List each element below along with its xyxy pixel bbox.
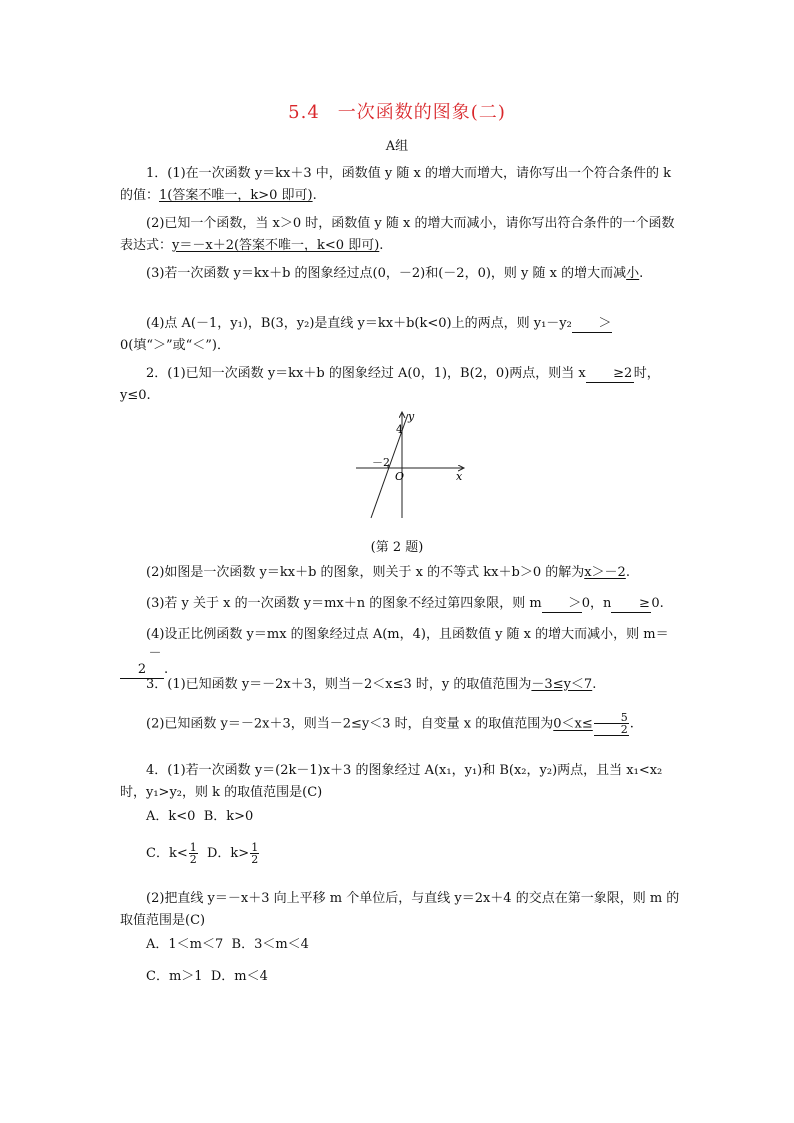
q1-part2-answer: y＝－x＋2(答案不唯一，k<0 即可)	[172, 238, 380, 253]
q3-part2-end: .	[629, 716, 634, 732]
q2-part3-answer-n: ≥	[611, 596, 651, 613]
q4-part1-options-cd	[146, 842, 706, 865]
q1-part4-end: 0(填“＞”或“＜”)．	[120, 338, 230, 353]
q1-part4-answer: ＞	[572, 316, 612, 333]
q1-part3-answer: 小	[626, 266, 640, 281]
q1-part1	[120, 163, 680, 207]
q3-part1	[120, 674, 680, 696]
q1-part3-end: .	[639, 266, 644, 281]
fraction-numerator: 1	[251, 841, 259, 854]
section-number: 5.4	[288, 102, 320, 123]
page-title	[0, 98, 794, 124]
q1-part2	[120, 213, 680, 257]
q2-part2-text: (2)如图是一次函数 y＝kx＋b 的图象，则关于 x 的不等式 kx＋b＞0 的解为	[146, 565, 585, 580]
q2-part1-answer: ≥2	[586, 366, 634, 383]
option-c-fraction	[189, 842, 198, 865]
q2-part1	[120, 363, 680, 407]
q1-part3	[120, 263, 680, 285]
section-title: 一次函数的图象(二)	[337, 102, 506, 123]
q2-part4-end: .	[164, 662, 169, 677]
group-label: A组	[385, 139, 409, 154]
q1-part1-end: .	[312, 188, 317, 203]
q3-part1-end: .	[592, 677, 597, 692]
q1-part4	[120, 313, 680, 357]
q2-part2	[120, 562, 680, 584]
q3-part2-fraction	[594, 712, 629, 736]
q2-part3-mid: 0，n	[581, 596, 612, 611]
figure-caption: (第 2 题)	[370, 540, 424, 555]
q2-part4-text: (4)设正比例函数 y＝mx 的图象经过点 A(m，4)，且函数值 y 随 x 的增大而减小，则 m＝	[146, 627, 669, 642]
q3-part2-answer: 0＜x≤	[553, 716, 593, 732]
q3-part2-text: (2)已知函数 y＝－2x＋3，则当－2≤y＜3 时，自变量 x 的取值范围为	[146, 716, 554, 732]
q2-part2-answer: x＞－2	[584, 565, 626, 580]
origin-label: O	[395, 470, 405, 483]
q1-part2-text: (2)已知一个函数，当 x＞0 时，函数值 y 随 x 的增大而减小，请你写出符合条件的一个函数表达式：	[120, 216, 675, 253]
fraction-denominator: 2	[251, 853, 259, 866]
x-tick-label: －2	[372, 456, 390, 469]
y-axis-label: y	[408, 410, 415, 423]
q2-part3	[120, 593, 680, 615]
q2-part3-end: 0.	[651, 596, 664, 611]
fraction-denominator: 2	[189, 853, 197, 866]
fraction-denominator: 2	[620, 723, 628, 736]
q2-part4	[120, 624, 680, 681]
q2-part2-end: .	[625, 565, 630, 580]
q3-part1-text: 3．(1)已知函数 y＝－2x＋3，则当－2＜x≤3 时，y 的取值范围为	[146, 677, 532, 692]
q2-part3-text: (3)若 y 关于 x 的一次函数 y＝mx＋n 的图象不经过第四象限，则 m	[146, 596, 542, 611]
option-a: A．k<0	[146, 809, 196, 824]
option-c: C．m＞1	[146, 969, 203, 984]
q2-part3-answer-m: ＞	[542, 596, 582, 613]
q3-part2	[120, 712, 680, 736]
y-tick-label: 4	[396, 423, 403, 436]
q2-part1-text: 2．(1)已知一次函数 y＝kx＋b 的图象经过 A(0，1)，B(2，0)两点，则当 x	[146, 366, 586, 381]
q4-part2-options-ab	[146, 934, 706, 956]
fraction-numerator: 5	[594, 712, 629, 724]
option-d: D．m＜4	[210, 969, 268, 984]
x-axis-label: x	[456, 470, 463, 483]
q3-part1-answer: －3≤y＜7	[531, 677, 593, 692]
q1-part4-text: (4)点 A(－1，y₁)，B(3，y₂)是直线 y＝kx＋b(k<0)上的两点，则 y₁－y₂	[146, 316, 572, 331]
q2-part4-answer: －2	[120, 646, 164, 679]
option-c: C．k<	[146, 846, 188, 861]
option-a: A．1＜m＜7	[146, 937, 224, 952]
option-b: B．3＜m＜4	[231, 937, 309, 952]
q4-part1: 4．(1)若一次函数 y＝(2k－1)x＋3 的图象经过 A(x₁，y₁)和 B(x₂，y₂)两点，且当 x₁<x₂ 时，y₁>y₂，则 k 的取值范围是(C)	[120, 763, 663, 800]
q4-part2-options-cd	[146, 966, 706, 988]
q2-part1-end: 时，y≤0.	[120, 366, 660, 403]
linear-function-graph	[348, 408, 472, 520]
q1-part2-end: .	[379, 238, 384, 253]
q1-part3-text: (3)若一次函数 y＝kx＋b 的图象经过点(0，－2)和(－2，0)，则 y 随 x 的增大而减	[146, 266, 627, 281]
q1-part1-text: 1．(1)在一次函数 y＝kx＋3 中，函数值 y 随 x 的增大而增大，请你写出一个符合条件的 k 的值：	[120, 166, 671, 203]
q4-part1-options-ab	[146, 806, 706, 828]
option-d: D．k>	[206, 846, 250, 861]
q1-part1-answer: 1(答案不唯一，k>0 即可)	[159, 188, 313, 203]
q4-part2: (2)把直线 y＝－x＋3 向上平移 m 个单位后，与直线 y＝2x＋4 的交点在第一象限，则 m 的取值范围是(C)	[120, 891, 680, 928]
fraction-numerator: 1	[189, 841, 197, 854]
option-b: B．k>0	[203, 809, 254, 824]
option-d-fraction	[250, 842, 259, 865]
